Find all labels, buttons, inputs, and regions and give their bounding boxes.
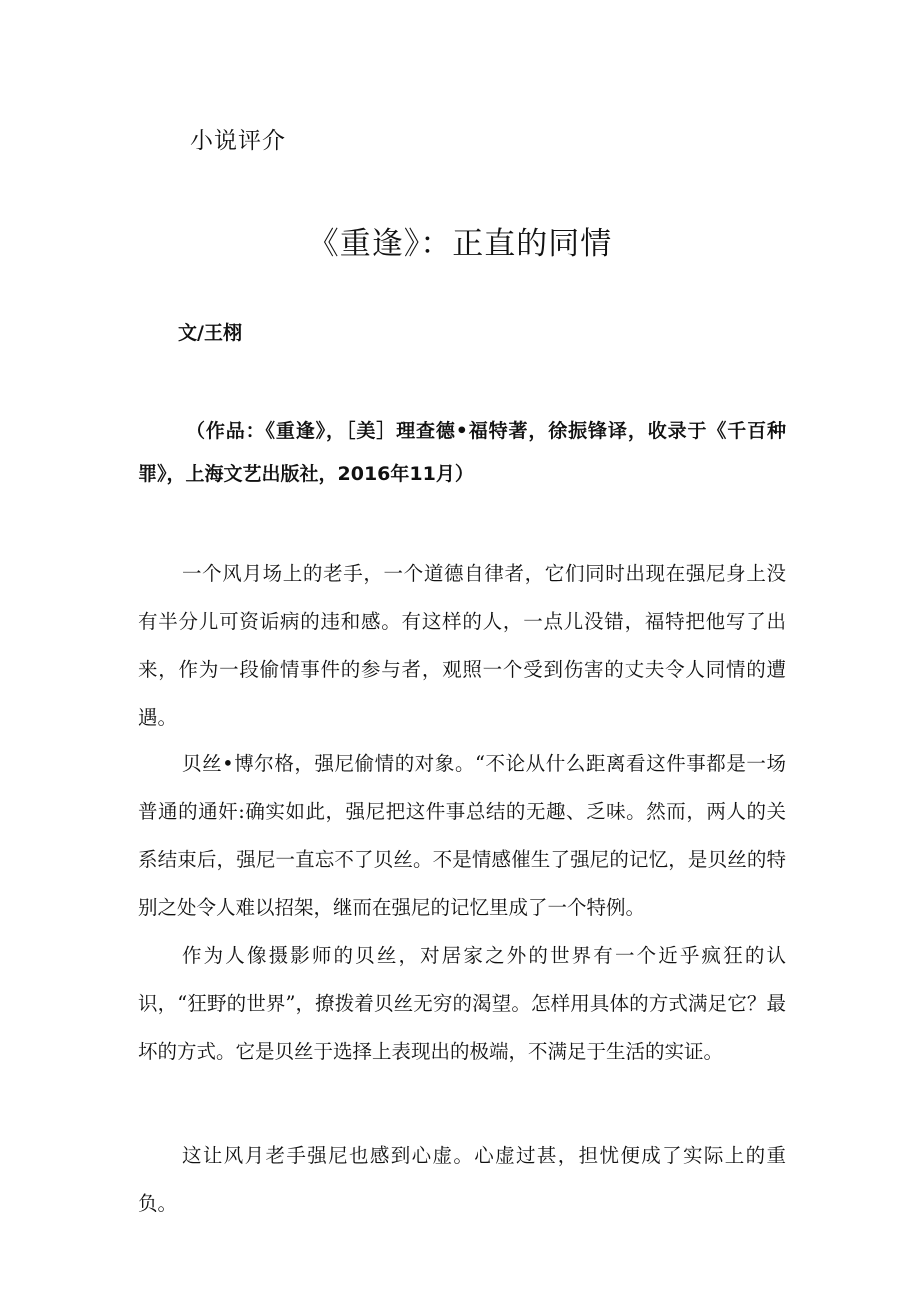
publication-note: （作品：《重逢》，［美］理查德•福特著，徐振锋译，收录于《千百种罪》，上海文艺出版社，2016年11月）: [138, 420, 786, 485]
body-paragraph: 一个风月场上的老手，一个道德自律者，它们同时出现在强尼身上没有半分儿可资诟病的违和感。有这样的人，一点儿没错，福特把他写了出来，作为一段偷情事件的参与者，观照一个受到伤害的丈夫令人同情的遭遇。: [138, 562, 786, 729]
body-paragraph: 贝丝•博尔格，强尼偷情的对象。“不论从什么距离看这件事都是一场普通的通奸:确实如此，强尼把这件事总结的无趣、乏味。然而，两人的关系结束后，强尼一直忘不了贝丝。不是情感催生了强尼的记忆，是贝丝的特别之处令人难以招架，继而在强尼的记忆里成了一个特例。: [138, 752, 786, 919]
author-byline: 文/王栩: [178, 322, 242, 344]
article-title: 《重逢》：正直的同情: [307, 226, 613, 262]
section-label: 小说评介: [190, 128, 286, 154]
body-paragraph: 这让风月老手强尼也感到心虚。心虚过甚，担忧便成了实际上的重负。: [138, 1144, 786, 1215]
body-paragraph: 作为人像摄影师的贝丝，对居家之外的世界有一个近乎疯狂的认识，“狂野的世界”，撩拨着贝丝无穷的渴望。怎样用具体的方式满足它？最坏的方式。它是贝丝于选择上表现出的极端，不满足于生活的实证。: [138, 944, 786, 1063]
